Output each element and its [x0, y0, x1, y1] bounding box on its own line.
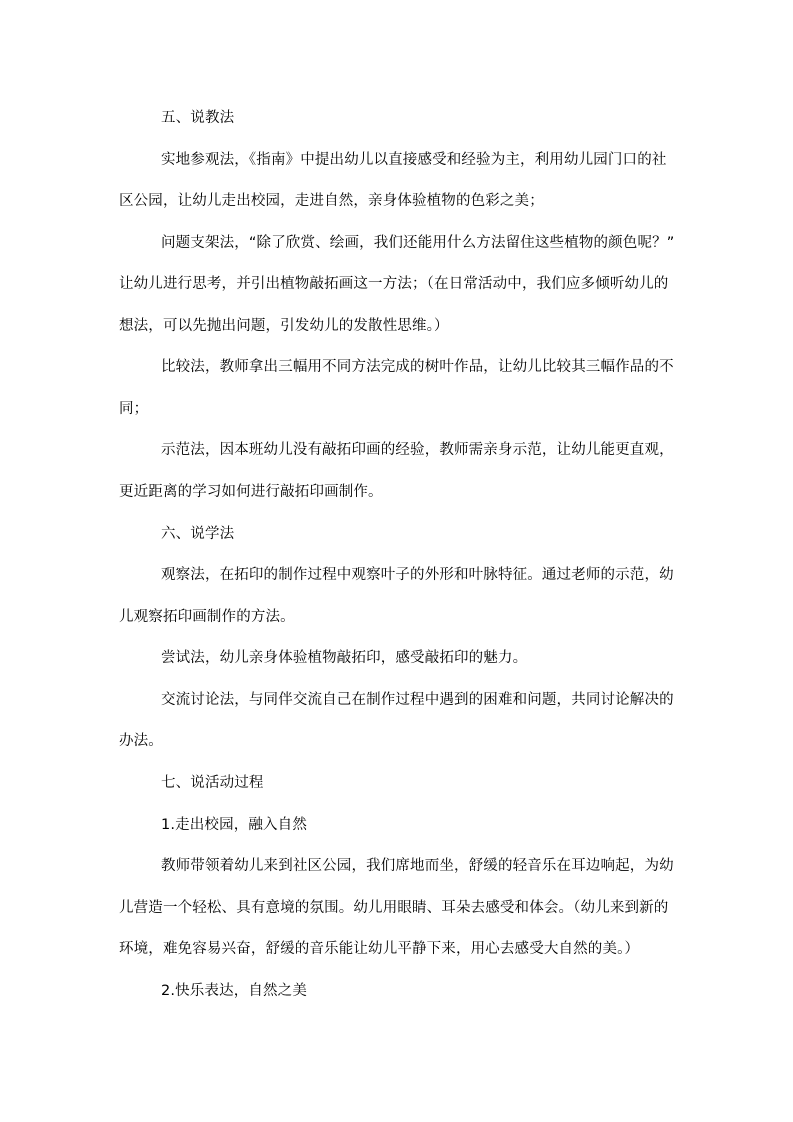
paragraph-line: 环境，难免容易兴奋，舒缓的音乐能让幼儿平静下来，用心去感受大自然的美。） [119, 941, 640, 957]
paragraph-line: 让幼儿进行思考，并引出植物敲拓画这一方法；（在日常活动中，我们应多倾听幼儿的 [119, 276, 669, 292]
subheading-step-1: 1.走出校园，融入自然 [161, 817, 307, 833]
paragraph-line: 办法。 [119, 733, 163, 749]
paragraph-line: 同； [119, 401, 149, 417]
paragraph-line: 想法，可以先抛出问题，引发幼儿的发散性思维。） [119, 318, 449, 334]
paragraph-line: 更近距离的学习如何进行敲拓印画制作。 [119, 484, 383, 500]
paragraph-line: 观察法，在拓印的制作过程中观察叶子的外形和叶脉特征。通过老师的示范，幼 [161, 567, 674, 583]
paragraph-line: 区公园，让幼儿走出校园，走进自然，亲身体验植物的色彩之美； [119, 193, 544, 209]
paragraph-line: 问题支架法，“除了欣赏、绘画，我们还能用什么方法留住这些植物的颜色呢？” [161, 235, 675, 251]
section-heading-teaching-methods: 五、说教法 [161, 110, 235, 126]
paragraph-line: 儿营造一个轻松、具有意境的氛围。幼儿用眼睛、耳朵去感受和体会。（幼儿来到新的 [119, 900, 669, 916]
paragraph-line: 实地参观法，《指南》中提出幼儿以直接感受和经验为主，利用幼儿园门口的社 [161, 152, 667, 168]
paragraph-line: 教师带领着幼儿来到社区公园，我们席地而坐，舒缓的轻音乐在耳边响起，为幼 [161, 858, 674, 874]
section-heading-learning-methods: 六、说学法 [161, 526, 235, 542]
paragraph-line: 示范法，因本班幼儿没有敲拓印画的经验，教师需亲身示范，让幼儿能更直观， [161, 442, 674, 458]
paragraph-line: 尝试法，幼儿亲身体验植物敲拓印，感受敲拓印的魅力。 [161, 650, 528, 666]
subheading-step-2: 2.快乐表达，自然之美 [161, 983, 307, 999]
paragraph-line: 比较法，教师拿出三幅用不同方法完成的树叶作品，让幼儿比较其三幅作品的不 [161, 359, 674, 375]
section-heading-activity-process: 七、说活动过程 [161, 775, 264, 791]
paragraph-line: 儿观察拓印画制作的方法。 [119, 609, 295, 625]
paragraph-line: 交流讨论法，与同伴交流自己在制作过程中遇到的困难和问题，共同讨论解决的 [161, 692, 674, 708]
